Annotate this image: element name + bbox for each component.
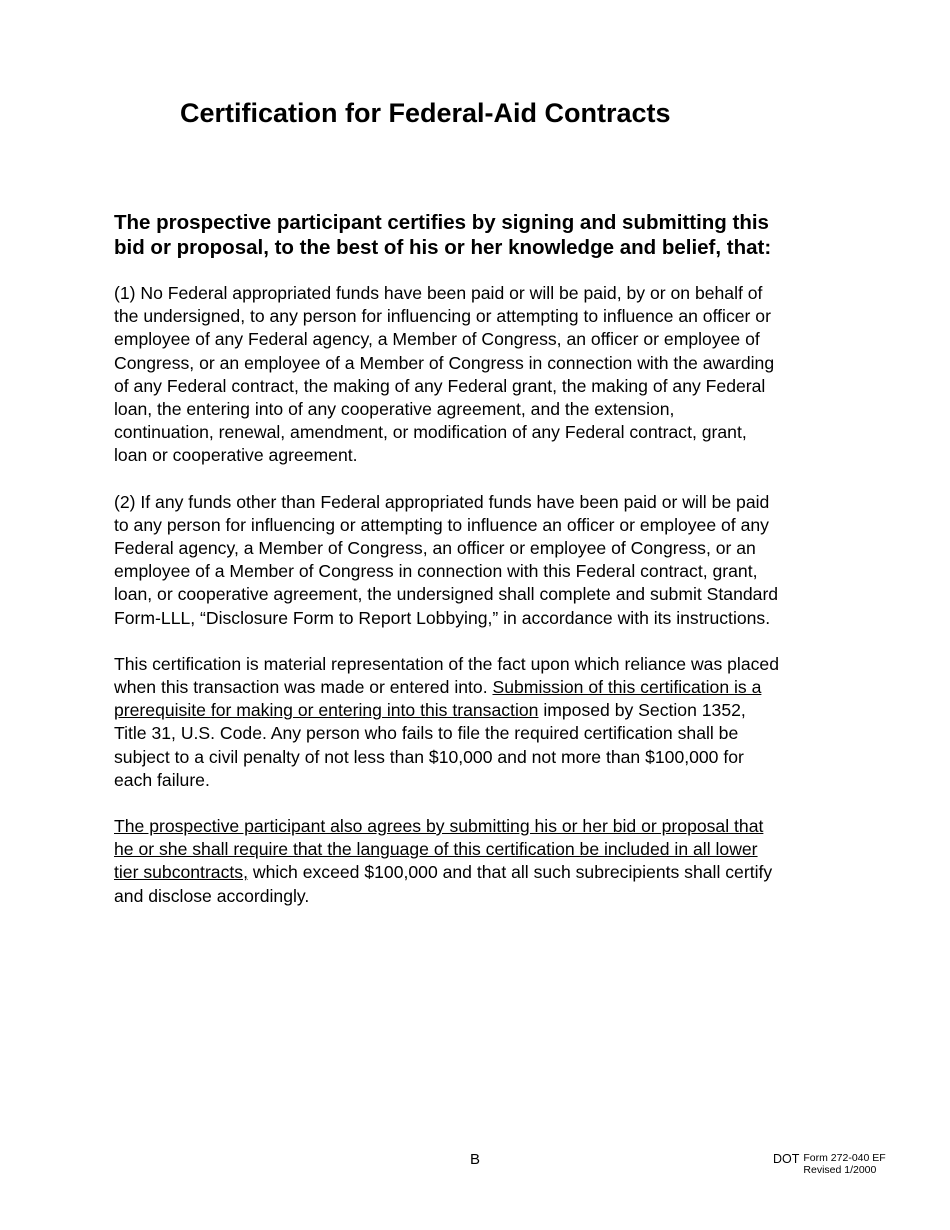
paragraph-4-underlined: The prospective participant also agrees by submitting his or her bid or proposal that he or she shall require that the language of this certification be included in all lower tier subcontracts, bbox=[114, 816, 764, 883]
form-agency: DOT bbox=[773, 1152, 800, 1166]
form-number-block bbox=[803, 1152, 885, 1176]
paragraph-4-tail: which exceed $100,000 and that all such subrecipients shall certify and disclose accordingly. bbox=[114, 862, 773, 906]
form-revision: Revised 1/2000 bbox=[803, 1164, 877, 1176]
paragraph-3-underlined: Submission of this certification is a prerequisite for making or entering into this transaction bbox=[114, 677, 762, 721]
form-identifier bbox=[773, 1152, 886, 1176]
paragraph-1: (1) No Federal appropriated funds have been paid or will be paid, by or on behalf of the undersigned, to any person for influencing or attempting to influence an officer or employee of any Federal agency, a Member of Congress, an officer or employee of Congress, or an employee of a Member of Congress in connection with the awarding of any Federal contract, the making of any Federal grant, the making of any Federal loan, the entering into of any cooperative agreement, and the extension, continuation, renewal, amendment, or modification of any Federal contract, grant, loan or cooperative agreement. bbox=[114, 283, 775, 466]
form-number: Form 272-040 EF bbox=[803, 1152, 886, 1164]
intro-statement: The prospective participant certifies by signing and submitting this bid or proposal, to the best of his or her knowledge and belief, that: bbox=[114, 211, 772, 259]
paragraph-3 bbox=[114, 653, 779, 792]
paragraph-3-lead: This certification is material representation of the fact upon which reliance was placed when this transaction was made or entered into. bbox=[114, 653, 779, 698]
page-label: B bbox=[469, 1151, 480, 1168]
document-body bbox=[114, 210, 779, 931]
paragraph-4 bbox=[114, 815, 779, 908]
paragraph-3-tail: imposed by Section 1352, Title 31, U.S. Code. Any person who fails to file the required certification shall be subject to a civil penalty of not less than $10,000 and not more than $100,000 for each failure. bbox=[114, 700, 746, 790]
page-title: Certification for Federal-Aid Contracts bbox=[180, 98, 671, 128]
paragraph-2: (2) If any funds other than Federal appropriated funds have been paid or will be paid to any person for influencing or attempting to influence an officer or employee of any Federal agency, a Member of Congress, an officer or employee of Congress, or an employee of a Member of Congress in connection with this Federal contract, grant, loan, or cooperative agreement, the undersigned shall complete and submit Standard Form-LLL, “Disclosure Form to Report Lobbying,” in accordance with its instructions. bbox=[114, 491, 779, 628]
